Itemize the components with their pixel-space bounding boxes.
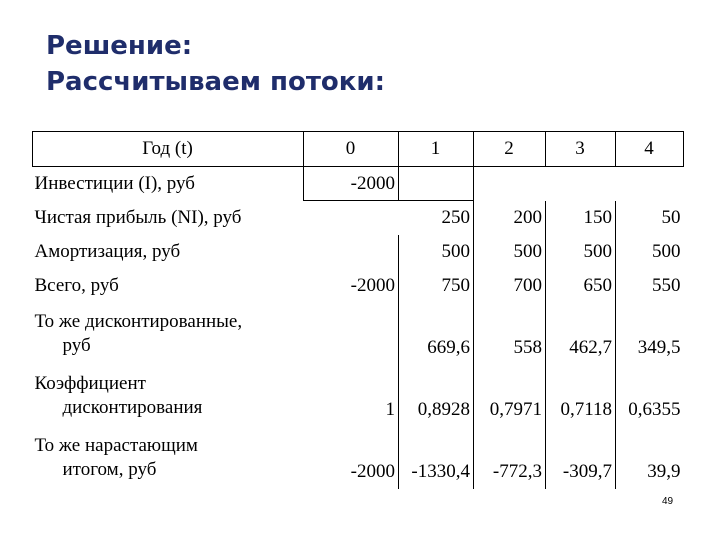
cell-year-3: 462,7 bbox=[546, 303, 616, 365]
header-year-2: 2 bbox=[474, 132, 546, 167]
cell-year-4: 0,6355 bbox=[628, 398, 681, 420]
row-label-line-1: То же дисконтированные, bbox=[34, 310, 243, 332]
row-label-line-1: То же нарастающим bbox=[34, 434, 198, 456]
cell-year-0: 1 bbox=[304, 365, 399, 427]
cell-year-2: 0,7971 bbox=[474, 365, 546, 427]
cell-year-4: 550 bbox=[652, 274, 681, 296]
cell-year-0: -2000 bbox=[304, 269, 399, 303]
cell-year-1 bbox=[399, 167, 474, 201]
cell-year-4 bbox=[616, 167, 684, 201]
row-label: Всего, руб bbox=[34, 274, 119, 296]
row-label: Амортизация, руб bbox=[34, 240, 181, 262]
header-year-0: 0 bbox=[304, 132, 399, 167]
table-row-depreciation bbox=[33, 235, 684, 269]
title-line-1: Решение: bbox=[46, 31, 193, 61]
cell-year-0: -2000 bbox=[304, 167, 399, 201]
header-year-3: 3 bbox=[546, 132, 616, 167]
cell-year-4: 349,5 bbox=[637, 336, 681, 358]
table-row-total bbox=[33, 269, 684, 303]
cell-year-2: 500 bbox=[474, 235, 546, 269]
header-year-4: 4 bbox=[616, 132, 684, 167]
table-row-cumulative bbox=[33, 427, 684, 489]
row-label: Чистая прибыль (NI), руб bbox=[34, 206, 242, 228]
cell-year-1: 669,6 bbox=[399, 303, 474, 365]
row-label bbox=[33, 427, 304, 489]
title-line-2: Рассчитываем потоки: bbox=[46, 67, 386, 97]
cell-year-3: 0,7118 bbox=[546, 365, 616, 427]
cell-year-0: -2000 bbox=[304, 427, 399, 489]
table-row-net-profit bbox=[33, 201, 684, 235]
row-label-line-2: руб bbox=[62, 334, 91, 356]
cell-year-1: 0,8928 bbox=[399, 365, 474, 427]
table-row-discount-factor bbox=[33, 365, 684, 427]
cell-year-4: 50 bbox=[661, 206, 681, 228]
row-label-line-2: итогом, руб bbox=[62, 458, 157, 480]
slide-title bbox=[46, 28, 385, 100]
row-label-line-2: дисконтирования bbox=[62, 396, 203, 418]
cell-year-3: 150 bbox=[546, 201, 616, 235]
cell-year-0 bbox=[304, 201, 399, 235]
table-row-discounted bbox=[33, 303, 684, 365]
cell-year-1: 250 bbox=[399, 201, 474, 235]
cell-year-2: 700 bbox=[474, 269, 546, 303]
row-label bbox=[33, 303, 304, 365]
cash-flow-table bbox=[32, 131, 684, 489]
cell-year-2: 558 bbox=[474, 303, 546, 365]
cell-year-3: -309,7 bbox=[546, 427, 616, 489]
cell-year-4: 500 bbox=[652, 240, 681, 262]
cell-year-0 bbox=[304, 303, 399, 365]
header-year-label: Год (t) bbox=[33, 132, 304, 167]
cell-year-3: 650 bbox=[546, 269, 616, 303]
table-row-investments bbox=[33, 167, 684, 201]
cell-year-2: -772,3 bbox=[474, 427, 546, 489]
row-label bbox=[33, 365, 304, 427]
cell-year-2: 200 bbox=[474, 201, 546, 235]
row-label-line-1: Коэффициент bbox=[34, 372, 146, 394]
cell-year-3: 500 bbox=[546, 235, 616, 269]
cell-year-4: 39,9 bbox=[647, 460, 681, 482]
cell-year-1: -1330,4 bbox=[399, 427, 474, 489]
row-label: Инвестиции (I), руб bbox=[34, 172, 195, 194]
page-number: 49 bbox=[662, 496, 674, 507]
cell-year-0 bbox=[304, 235, 399, 269]
cell-year-1: 500 bbox=[399, 235, 474, 269]
header-year-1: 1 bbox=[399, 132, 474, 167]
cell-year-3 bbox=[546, 167, 616, 201]
table-header-row bbox=[33, 132, 684, 167]
cell-year-2 bbox=[474, 167, 546, 201]
cell-year-1: 750 bbox=[399, 269, 474, 303]
